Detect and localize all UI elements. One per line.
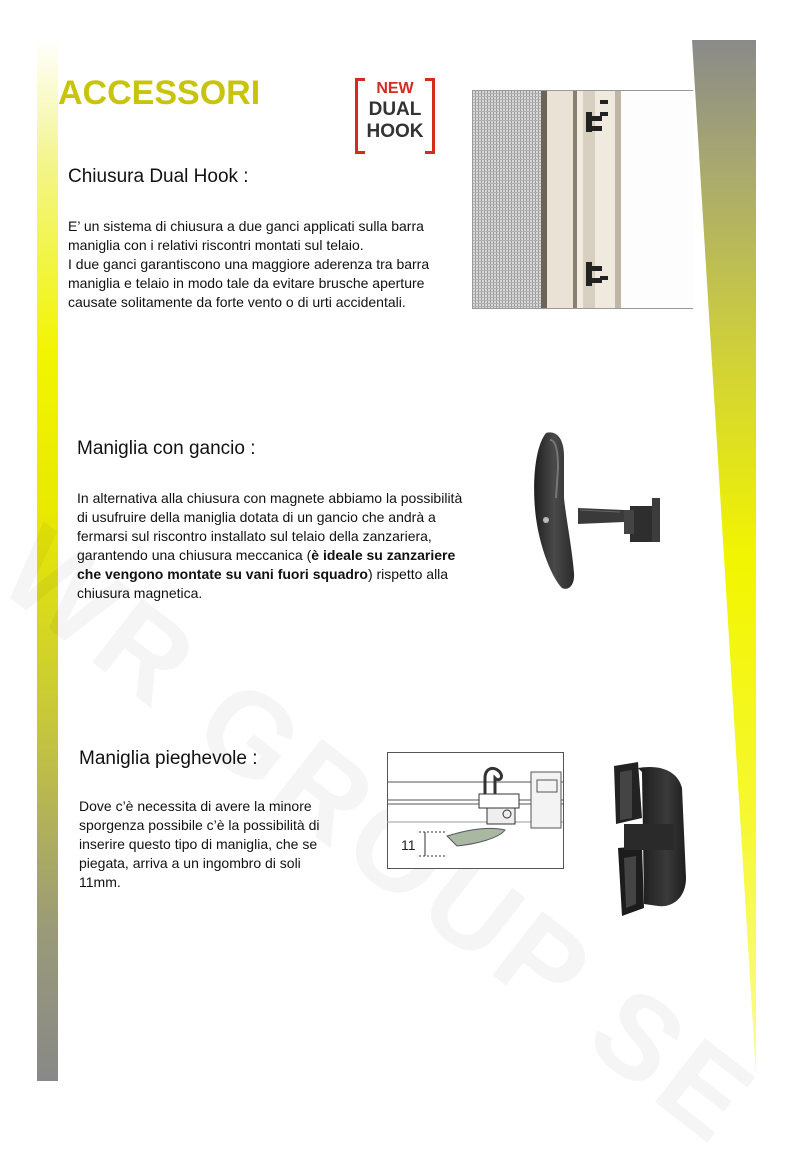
section-text-handle-hook xyxy=(77,489,497,603)
section-heading-folding-handle: Maniglia pieghevole : xyxy=(79,748,258,769)
bold-text-run: che vengono montate su vani fuori squadro xyxy=(77,566,368,582)
text-line: maniglia con i relativi riscontri montati sul telaio. xyxy=(68,237,364,253)
text-line: piegata, arriva a un ingombro di soli xyxy=(79,855,301,871)
text-line: causate solitamente da forte vento o di urti accidentali. xyxy=(68,294,406,310)
dimension-label: 11 xyxy=(401,837,416,853)
text-line: E’ un sistema di chiusura a due ganci applicati sulla barra xyxy=(68,218,424,234)
section-heading-dual-hook: Chiusura Dual Hook : xyxy=(68,166,249,187)
bold-text-run: è ideale su zanzariere xyxy=(311,547,456,563)
section-text-folding-handle xyxy=(79,797,379,892)
badge-hook-label: HOOK xyxy=(366,121,424,142)
text-line: fermarsi sul riscontro installato sul telaio della zanzariera, xyxy=(77,528,432,544)
folding-handle-technical-drawing xyxy=(387,752,565,870)
section-heading-handle-hook: Maniglia con gancio : xyxy=(77,438,256,459)
text-line: chiusura magnetica. xyxy=(77,585,203,601)
text-line: di usufruire della maniglia dotata di un gancio che andrà a xyxy=(77,509,436,525)
text-line: Dove c’è necessita di avere la minore xyxy=(79,798,312,814)
folding-handle-photo xyxy=(602,758,692,920)
text-line xyxy=(77,565,497,584)
text-line: maniglia e telaio in modo tale da evitare brusche aperture xyxy=(68,275,425,291)
text-run: ) rispetto alla xyxy=(367,566,449,582)
badge-new-label: NEW xyxy=(376,80,414,97)
section-text-dual-hook xyxy=(68,217,468,312)
text-run: garantendo una chiusura meccanica ( xyxy=(77,547,312,563)
text-line: 11mm. xyxy=(79,874,121,890)
badge-dual-label: DUAL xyxy=(368,99,422,120)
text-line: In alternativa alla chiusura con magnete abbiamo la possibilità xyxy=(77,490,463,506)
text-line: inserire questo tipo di maniglia, che se xyxy=(79,836,318,852)
new-dual-hook-badge xyxy=(355,78,435,150)
dual-hook-frame-photo xyxy=(472,90,694,310)
handle-with-hook-photo xyxy=(520,428,670,598)
page-title: ACCESSORI xyxy=(58,74,261,112)
text-line xyxy=(77,546,497,565)
text-line: I due ganci garantiscono una maggiore aderenza tra barra xyxy=(68,256,430,272)
text-line: sporgenza possibile c’è la possibilità di xyxy=(79,817,320,833)
